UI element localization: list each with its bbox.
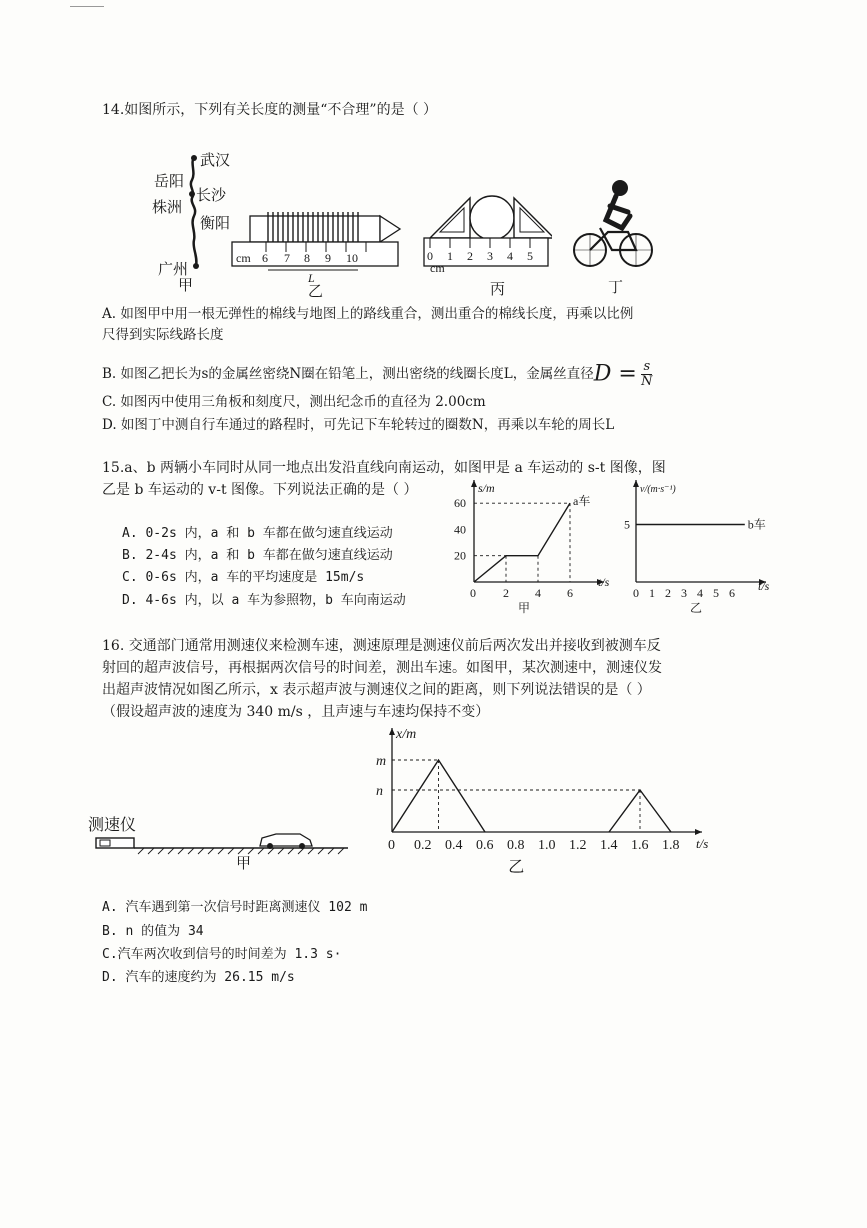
q14-stem: 14.如图所示，下列有关长度的测量“不合理”的是（ ） [102,102,438,118]
ruler [232,242,398,266]
coin [470,196,514,240]
q14-option-a-line2: 尺得到实际线路长度 [102,327,224,343]
x-tick-label: 0.2 [414,838,432,853]
q14-option-b [102,360,652,389]
ruler-tick-label: 3 [487,249,493,263]
ground-hatch [138,848,344,854]
q16-stem-line4: （假设超声波的速度为 340 m/s ，且声速与车速均保持不变） [102,704,490,720]
ruler-tick-label: 6 [262,251,268,265]
formula-lhs: D = [593,361,637,387]
y-axis-label: s/m [478,481,495,495]
pencil-body [250,216,380,242]
x-tick-label: 0.8 [507,838,525,853]
x-tick-label: 0.4 [445,838,463,853]
q15-option-b: B. 2-4s 内，a 和 b 车都在做匀速直线运动 [122,548,393,563]
ruler-tick-label: 5 [527,249,533,263]
figure-label: 丙 [490,282,506,298]
q15-option-a: A. 0-2s 内，a 和 b 车都在做匀速直线运动 [122,526,393,541]
ruler-tick-label: 0 [427,249,433,263]
x-tick-label: 4 [535,586,541,600]
x-tick-label: 3 [681,586,687,600]
figure-label: 甲 [178,278,194,293]
chart-xt-plot [376,728,708,876]
ruler-unit: cm [236,251,251,265]
q15-option-d: D. 4-6s 内，以 a 车为参照物，b 车向南运动 [122,593,406,608]
q14-option-d: D. 如图丁中测自行车通过的路程时，可先记下车轮转过的圈数N，再乘以车轮的周长L [102,417,615,433]
ruler-tick-label: 8 [304,251,310,265]
x-axis-label: t/s [758,579,770,593]
city-label: 株洲 [152,200,183,216]
route-line [191,156,197,266]
ruler-tick-label: 1 [447,249,453,263]
x-tick-label: 6 [567,586,573,600]
y-axis-arrow [633,480,639,487]
x-axis-label: t/s [696,836,709,851]
y-tick-label: n [376,784,383,799]
q16-option-b: B. n 的值为 34 [102,924,204,939]
chart-xt-yi [366,728,726,878]
q14-fig-jia [150,148,230,293]
q16-option-d: D. 汽车的速度约为 26.15 m/s [102,970,295,985]
x-tick-label: 1.8 [662,838,680,853]
chart-caption: 乙 [690,601,703,615]
x-tick-label: 2 [503,586,509,600]
chart-st-plot [454,480,610,615]
q14-fig-yi [228,208,403,298]
y-tick-label: m [376,754,387,769]
x-tick-label: 6 [729,586,735,600]
q14-fig-ding [570,176,660,296]
ruler-unit: cm [430,261,445,275]
y-tick-label: 60 [454,496,466,511]
x-tick-label: 2 [665,586,671,600]
x-axis-label: t/s [598,575,610,589]
ruler-tick-label: 9 [325,251,331,265]
y-axis-label: v/(m·s⁻¹) [640,484,676,495]
q14-fig-bing [422,190,552,298]
q16-stem-line2: 射回的超声波信号，再根据两次信号的时间差，测出车速。如图甲，某次测速中，测速仪发 [102,660,662,676]
ruler-tick-label: 7 [284,251,290,265]
y-tick-label: 20 [454,548,466,563]
y-tick-label: 40 [454,522,466,537]
q14-option-a-line1: A. 如图甲中用一根无弹性的棉线与地图上的路线重合，测出重合的棉线长度，再乘以比例 [102,306,634,322]
series-label: b车 [747,517,766,532]
q16-stem-line1: 16. 交通部门通常用测速仪来检测车速，测速原理是测速仪前后两次发出并接收到被测车反 [102,638,661,654]
top-rule [70,6,104,7]
chart-st-jia [440,478,610,616]
chart-caption: 乙 [508,859,525,876]
q16-stem-line3: 出超声波情况如图乙所示，x 表示超声波与测速仪之间的距离，则下列说法错误的是（ ） [102,682,651,698]
city-label: 广州 [158,262,189,278]
y-axis-arrow [389,728,395,735]
x-tick-label: 1.4 [600,838,618,853]
helmet [612,180,628,196]
chart-vt-plot [624,480,770,615]
figure-label: 丁 [608,280,624,296]
ruler-tick-label: 10 [346,251,358,265]
series-line-a [474,503,570,582]
city-label: 衡阳 [200,216,230,232]
q16-option-a: A. 汽车遇到第一次信号时距离测速仪 102 m [102,900,368,915]
bike-frame [590,228,636,250]
formula-denominator: N [641,374,653,389]
x-tick-label: 0 [388,838,395,853]
q14-option-b-text: B. 如图乙把长为s的金属丝密绕N圈在铅笔上，测出密绕的线圈长度L，金属丝直径 [102,366,594,382]
x-tick-label: 0.6 [476,838,494,853]
x-axis-arrow [695,829,702,835]
ruler-tick-label: 2 [467,249,473,263]
q15-stem-line2: 乙是 b 车运动的 v-t 图像。下列说法正确的是（ ） [102,482,418,498]
rider [606,196,630,228]
chart-caption: 甲 [518,601,531,615]
pencil-tip [380,216,400,242]
length-symbol: L [308,271,315,285]
q15-option-c: C. 0-6s 内，a 车的平均速度是 15m/s [122,570,365,585]
x-tick-label: 1.6 [631,838,649,853]
formula-numerator: s [641,360,652,375]
city-dot [191,155,197,161]
figure-label: 乙 [308,284,324,298]
x-tick-label: 1.2 [569,838,587,853]
device-label: 测速仪 [88,817,137,834]
formula-fraction [641,360,652,389]
city-label: 岳阳 [154,174,185,190]
x-tick-label: 1 [649,586,655,600]
q16-option-c: C.汽车两次收到信号的时间差为 1.3 s· [102,947,342,962]
ruler-tick-label: 4 [507,249,513,263]
figure-label: 甲 [236,856,252,870]
y-axis-arrow [471,480,477,487]
x-tick-label: 5 [713,586,719,600]
q16-fig-jia [86,810,356,870]
x-tick-label: 1.0 [538,838,556,853]
city-label: 武汉 [200,153,230,169]
series-label: a车 [573,494,591,509]
chart-vt-yi [610,478,775,616]
q14-option-c: C. 如图丙中使用三角板和刻度尺，测出纪念币的直径为 2.00cm [102,394,486,410]
x-tick-label: 0 [633,586,639,600]
y-tick-label: 5 [624,517,630,532]
city-dot [189,191,195,197]
x-tick-label: 0 [470,586,476,600]
city-dot [193,263,199,269]
x-tick-label: 4 [697,586,703,600]
q15-stem-line1: 15.a、b 两辆小车同时从同一地点出发沿直线向南运动，如图甲是 a 车运动的 s-t 图像，图 [102,460,666,476]
y-axis-label: x/m [396,728,417,742]
city-label: 长沙 [196,188,227,204]
